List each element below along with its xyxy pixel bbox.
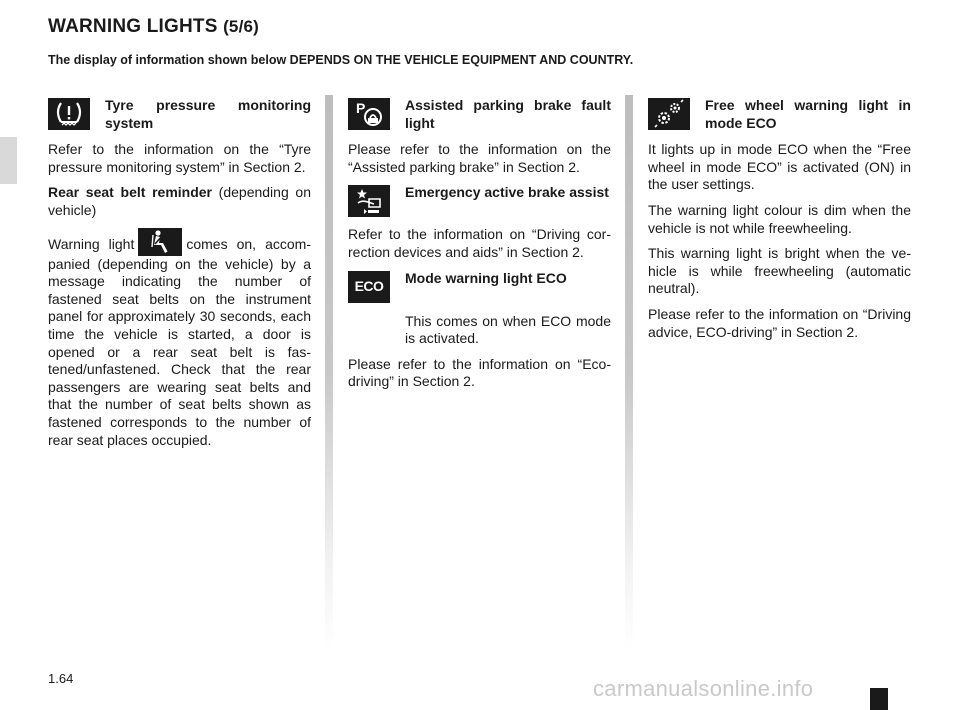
emergency-brake-entry <box>348 184 611 217</box>
seatbelt-text <box>48 228 311 450</box>
eco-mode-title: Mode warning light ECO <box>405 269 567 286</box>
page-title <box>48 16 259 38</box>
tyre-pressure-text: Refer to the information on the “Tyre pressure monitoring system” in Section 2. <box>48 141 311 175</box>
parking-brake-title: Assisted parking brake fault light <box>405 97 611 131</box>
column-1 <box>48 97 311 457</box>
tyre-pressure-title: Tyre pressure monitoring system <box>105 97 311 131</box>
eco-mode-text: Please refer to the information on “Eco-driving” in Section 2. <box>348 355 611 390</box>
watermark-text: carmanualsonline.info <box>593 676 814 701</box>
eco-mode-entry <box>348 270 611 303</box>
page-number: 1.64 <box>48 671 74 686</box>
section-tab-marker <box>0 137 17 184</box>
page-title-suffix: (5/6) <box>223 17 260 36</box>
emergency-brake-text: Refer to the information on “Driving cor-rection devices and aids” in Section 2. <box>348 226 611 260</box>
free-wheel-p2: The warning light colour is dim when the vehicle is not while freewheeling. <box>648 201 911 236</box>
seatbelt-text-after: comes on, accom-panied (depending on the vehicle) by a message indicating the number of fastened seat belts on the instrument panel for approximately 30 seconds, each time the vehicle is started, a door is opened or a rear seat belt is fas-tened/unfastened. Check that the rear passengers are wearing seat belts and that the number of seat belts shown as fastened corresponds to the number of rear seat places occupied. <box>48 235 312 448</box>
free-wheel-entry <box>648 97 911 132</box>
free-wheel-title: Free wheel warning light in mode ECO <box>705 97 911 131</box>
eco-icon-text: ECO <box>354 277 384 294</box>
free-wheel-p3: This warning light is bright when the ve-hicle is while freewheeling (automatic neutral). <box>648 245 911 297</box>
page-title-text: WARNING LIGHTS <box>48 16 218 37</box>
parking-brake-entry <box>348 97 611 132</box>
seatbelt-heading-bold: Rear seat belt reminder <box>48 184 212 201</box>
tyre-pressure-warning-icon <box>48 98 90 130</box>
free-wheel-p1: It lights up in mode ECO when the “Free wheel in mode ECO” is activated (ON) in the user settings. <box>648 141 911 193</box>
free-wheel-gear-icon <box>648 98 690 130</box>
page-subtitle: The display of information shown below DEPENDS ON THE VEHICLE EQUIPMENT AND COUNTRY. <box>48 53 634 67</box>
tyre-pressure-entry <box>48 97 311 132</box>
corner-tab-marker <box>870 688 888 710</box>
seatbelt-text-before: Warning light <box>48 235 135 252</box>
seat-belt-icon <box>138 228 182 256</box>
emergency-brake-assist-icon <box>348 185 390 217</box>
emergency-brake-title: Emergency active brake assist <box>405 184 609 201</box>
free-wheel-p4: Please refer to the information on “Driving advice, ECO-driving” in Section 2. <box>648 305 911 340</box>
column-3 <box>648 97 911 349</box>
column-2 <box>348 97 611 399</box>
column-divider-2 <box>625 95 633 650</box>
eco-mode-icon <box>348 271 390 303</box>
seatbelt-heading-rest: (depending on vehicle) <box>48 184 311 218</box>
parking-brake-fault-icon <box>348 98 390 130</box>
column-divider-1 <box>325 95 333 650</box>
parking-brake-text: Please refer to the information on the “Assisted parking brake” in Section 2. <box>348 141 611 175</box>
seatbelt-heading <box>48 184 311 219</box>
eco-mode-lead: This comes on when ECO mode is activated. <box>405 312 611 347</box>
svg-text:P: P <box>356 100 366 116</box>
